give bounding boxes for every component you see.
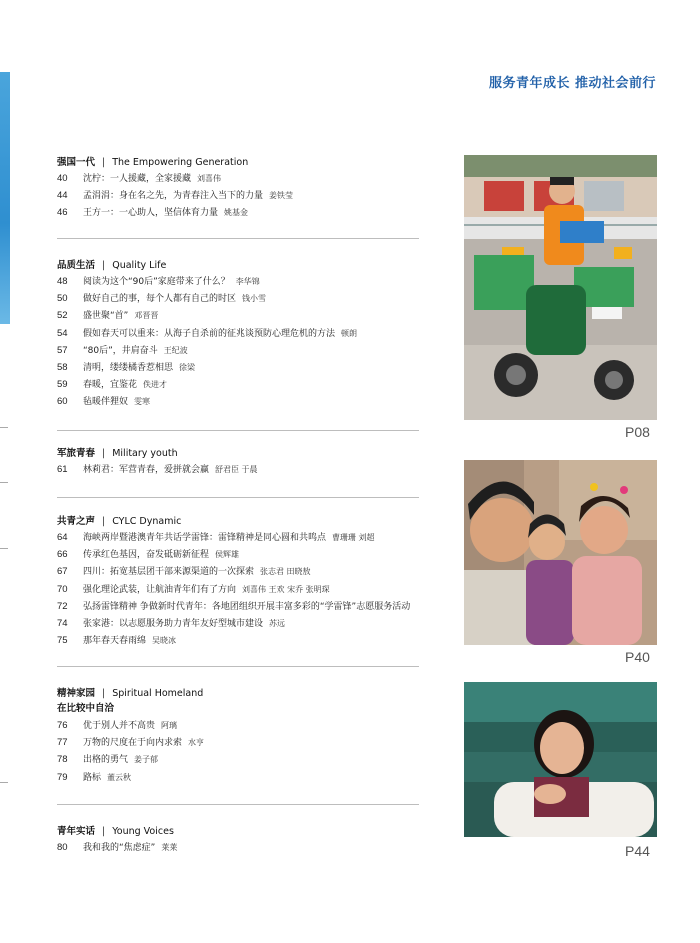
section-spiritual-homeland — [57, 686, 447, 786]
section-subheading: 在比较中自洽 — [57, 703, 115, 714]
toc-entry[interactable] — [57, 615, 447, 632]
entry-author: 莱莱 — [161, 843, 178, 852]
entry-author: 姚基金 — [224, 208, 249, 218]
page-number: 57 — [57, 344, 68, 356]
entry-title: “80后”，井肩奋斗 — [83, 345, 158, 356]
entry-author: 李华锦 — [235, 277, 260, 286]
entry-author: 阿璃 — [161, 721, 178, 730]
page-number: 76 — [57, 720, 68, 731]
entry-author: 邓晋晋 — [134, 311, 159, 321]
delivery-courier-photo — [464, 155, 657, 420]
toc-entry[interactable] — [57, 342, 447, 359]
section-heading: 青年实话 | Young Voices — [57, 826, 174, 837]
entry-title: 万物的尺度在于向内求索 — [83, 738, 183, 749]
page-number: 67 — [57, 566, 68, 578]
side-tick-mark — [0, 482, 8, 483]
section-title-en: The Empowering Generation — [112, 157, 249, 168]
entry-author: 董云秋 — [107, 772, 132, 782]
section-title-en: Military youth — [112, 448, 178, 459]
section-divider — [57, 430, 419, 431]
entry-author: 王纪波 — [163, 345, 188, 355]
entry-title: 林莉君：军营青春，爱拼就会赢 — [83, 465, 210, 475]
page-number: 60 — [57, 396, 68, 408]
page-number: 66 — [57, 549, 68, 561]
section-title-cn: 军旅青春 — [57, 448, 96, 459]
entry-title: 海峡两岸暨港澳青年共话学雷锋：雷锋精神是同心圆和共鸣点 — [83, 533, 327, 543]
toc-entry[interactable] — [57, 290, 447, 307]
section-title-en: CYLC Dynamic — [112, 516, 182, 527]
entry-title: 传承红色基因，奋发砥砺新征程 — [83, 550, 210, 561]
entry-author: 姜子郁 — [134, 755, 159, 765]
woman-portrait-photo — [464, 682, 657, 837]
entry-author: 吴晓冰 — [152, 636, 177, 646]
section-heading: 强国一代 | The Empowering Generation — [57, 157, 249, 168]
entry-author: 刘喜伟 — [197, 174, 222, 183]
man-with-children-photo — [464, 460, 657, 645]
entry-title: 那年春天春雨绵 — [83, 636, 147, 647]
side-tick-mark — [0, 782, 8, 783]
photo-page-label: P08 — [625, 424, 650, 440]
toc-entry[interactable] — [57, 204, 447, 221]
entry-title: 路标 — [83, 772, 102, 783]
page-number: 80 — [57, 842, 68, 853]
page-number: 40 — [57, 173, 68, 184]
page-number: 50 — [57, 293, 68, 305]
entry-title: 做好自己的事，每个人都有自己的时区 — [83, 294, 237, 305]
entry-author: 侯辉雄 — [215, 550, 240, 560]
section-divider — [57, 666, 419, 667]
section-heading: 军旅青春 | Military youth — [57, 448, 178, 459]
entry-title: 出格的勇气 — [83, 755, 129, 766]
page-number: 48 — [57, 276, 68, 287]
section-title-cn: 品质生活 — [57, 260, 96, 271]
side-tick-mark — [0, 548, 8, 549]
section-title-cn: 共青之声 — [57, 516, 96, 527]
section-divider — [57, 804, 419, 805]
entry-title: 优于别人并不高贵 — [83, 721, 156, 731]
entry-title: 清明，缕缕橘香惹相思 — [83, 362, 174, 373]
section-young-voices — [57, 824, 447, 856]
section-quality-life — [57, 258, 447, 411]
section-divider — [57, 238, 419, 239]
entry-title: 弘扬雷锋精神 争做新时代青年：各地团组织开展丰富多彩的“学雷锋”志愿服务活动 — [83, 601, 411, 612]
entry-title: 沈柠：一人援藏，全家援藏 — [83, 174, 192, 184]
page-number: 72 — [57, 600, 68, 612]
header-tagline: 服务青年成长 推动社会前行 — [488, 76, 656, 91]
entry-author: 徐梁 — [179, 362, 196, 372]
section-title-en: Spiritual Homeland — [112, 688, 204, 699]
toc-entry[interactable] — [57, 359, 447, 376]
photo-page-label: P40 — [625, 649, 650, 665]
toc-entry[interactable] — [57, 307, 447, 324]
page-number: 58 — [57, 361, 68, 373]
page-number: 46 — [57, 207, 68, 219]
page-number: 59 — [57, 379, 68, 391]
section-title-en: Young Voices — [112, 826, 174, 837]
entry-author: 水亨 — [188, 738, 205, 748]
entry-title: 张家港：以志愿服务助力青年友好型城市建设 — [83, 618, 264, 629]
section-title-cn: 精神家园 — [57, 688, 96, 699]
toc-entry[interactable] — [57, 546, 447, 563]
toc-entry[interactable] — [57, 769, 447, 786]
toc-entry[interactable] — [57, 273, 447, 290]
toc-entry[interactable] — [57, 717, 447, 734]
toc-entry[interactable] — [57, 598, 447, 615]
toc-entry[interactable] — [57, 325, 447, 342]
entry-author: 舒君臣 于晨 — [215, 465, 258, 474]
entry-author: 刘喜伟 王欢 宋乔 张明琛 — [242, 584, 330, 594]
page-number: 77 — [57, 737, 68, 749]
side-color-bar — [0, 72, 10, 324]
toc-entry[interactable] — [57, 187, 447, 204]
entry-title: 盛世聚“首” — [83, 311, 129, 322]
page-number: 75 — [57, 635, 68, 647]
entry-author: 苏远 — [269, 618, 286, 628]
page-number: 70 — [57, 583, 68, 595]
toc-entry[interactable] — [57, 529, 447, 546]
page-number: 74 — [57, 617, 68, 629]
entry-title: 我和我的“焦虑症” — [83, 843, 156, 853]
toc-entry[interactable] — [57, 839, 447, 856]
entry-author: 曹珊珊 刘超 — [332, 533, 375, 542]
entry-title: 假如春天可以重来：从海子自杀前的征兆谈预防心理危机的方法 — [83, 328, 336, 339]
page-number: 54 — [57, 327, 68, 339]
section-cylc-dynamic — [57, 514, 447, 649]
entry-title: 春暖，宜鉴花 — [83, 380, 138, 391]
page-number: 61 — [57, 464, 68, 475]
toc-entry[interactable] — [57, 393, 447, 410]
entry-title: 强化理论武装，让航油青年们有了方向 — [83, 584, 237, 595]
entry-author: 钱小雪 — [242, 294, 267, 304]
entry-title: 阅读为这个“90后”家庭带来了什么？ — [83, 277, 230, 287]
side-tick-mark — [0, 427, 8, 428]
section-heading: 精神家园 | Spiritual Homeland — [57, 688, 204, 699]
toc-entry[interactable] — [57, 751, 447, 768]
section-military-youth — [57, 446, 447, 478]
photo-page-label: P44 — [625, 843, 650, 859]
entry-author: 姜铁莹 — [269, 191, 294, 201]
entry-title: 王方一：一心助人，坚信体育力量 — [83, 208, 219, 219]
toc-entry[interactable] — [57, 563, 447, 580]
entry-title: 孟涓涓：身在名之先，为青春注入当下的力量 — [83, 191, 264, 202]
entry-author: 张志君 田晓敖 — [260, 567, 311, 577]
section-empowering-generation — [57, 155, 447, 222]
entry-author: 雯寒 — [134, 397, 151, 407]
section-heading: 共青之声 | CYLC Dynamic — [57, 516, 182, 527]
entry-author: 佚进才 — [143, 380, 168, 390]
section-heading: 品质生活 | Quality Life — [57, 260, 167, 271]
section-title-cn: 强国一代 — [57, 157, 96, 168]
section-title-en: Quality Life — [112, 260, 167, 271]
page-number: 64 — [57, 532, 68, 543]
page-number: 44 — [57, 190, 68, 202]
page-number: 78 — [57, 754, 68, 766]
toc-entry[interactable] — [57, 734, 447, 751]
section-title-cn: 青年实话 — [57, 826, 96, 837]
section-divider — [57, 497, 419, 498]
toc-entry[interactable] — [57, 376, 447, 393]
entry-author: 顿朗 — [341, 328, 358, 338]
page-number: 79 — [57, 771, 68, 783]
page-number: 52 — [57, 310, 68, 322]
toc-entry[interactable] — [57, 632, 447, 649]
toc-entry[interactable] — [57, 461, 447, 478]
entry-title: 四川：拓宽基层团干部来源渠道的一次探索 — [83, 567, 255, 578]
toc-entry[interactable] — [57, 170, 447, 187]
toc-entry[interactable] — [57, 581, 447, 598]
entry-title: 毡暖伴狸奴 — [83, 397, 129, 408]
